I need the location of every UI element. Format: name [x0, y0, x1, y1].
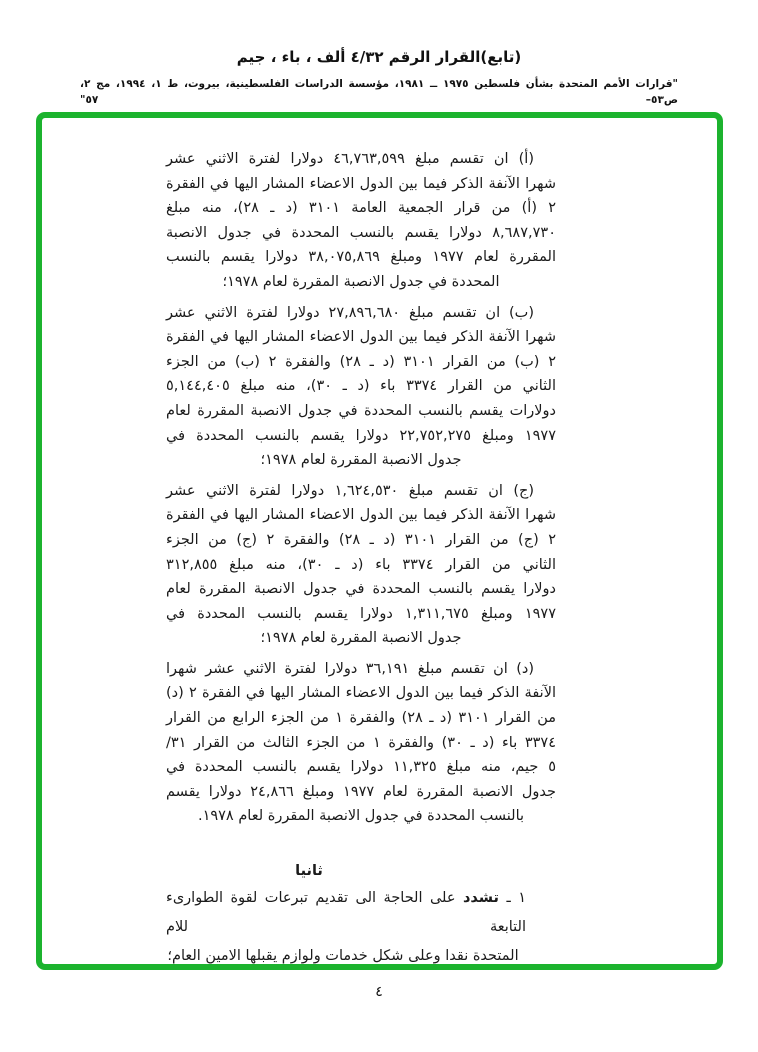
text-line: ١٩٧٧ ومبلغ ١,٣١١,٦٧٥ دولارا يقسم بالنسب المحددة في	[166, 605, 556, 622]
text-line: جدول الانصبة المقررة لعام ١٩٧٧ ومبلغ ٢٤,٨٦٦ دولارا يقسم	[166, 783, 556, 800]
page-number: ٤	[375, 984, 383, 1000]
item-text: على الحاجة الى تقديم تبرعات لقوة الطوارىء التابعة للام	[166, 889, 526, 936]
source-citation: "قرارات الأمم المتحدة بشأن فلسطين ١٩٧٥ ــ ١٩٨١، مؤسسة الدراسات الفلسطينية، بيروت، ط ١، ١٩٩٤، مج ٢، ص٥٣– ٥٧"	[80, 78, 678, 106]
text-line: دولارا يقسم بالنسب المحددة في جدول الانصبة المقررة لعام	[166, 581, 556, 598]
paragraph-a	[166, 147, 556, 295]
text-line: من القرار ٣١٠١ (د ـ ٢٨) والفقرة ١ من الجزء الرابع من القرار	[166, 710, 556, 727]
text-line	[166, 884, 556, 943]
resolution-title: (تابع)القرار الرقم ٤/٣٢ ألف ، باء ، جيم	[236, 48, 522, 66]
text-line: ٢ (أ) من قرار الجمعية العامة ٣١٠١ (د ـ ٢٨)، منه مبلغ	[166, 200, 556, 217]
text-line: ١٩٧٧ ومبلغ ٢٢,٧٥٢,٢٧٥ دولارا يقسم بالنسب المحددة في	[166, 427, 556, 444]
text-line: المقررة لعام ١٩٧٧ ومبلغ ٣٨,٠٧٥,٨٦٩ دولارا يقسم بالنسب	[166, 249, 556, 266]
text-line: ٥ جيم، منه مبلغ ١١,٣٢٥ دولارا يقسم بالنسب المحددة في	[166, 759, 556, 776]
text-line: المتحدة نقدا وعلى شكل خدمات ولوازم يقبلها الامين العام؛	[167, 948, 519, 965]
text-line: جدول الانصبة المقررة لعام ١٩٧٨؛	[260, 630, 462, 647]
text-line: المحددة في جدول الانصبة المقررة لعام ١٩٧٨؛	[222, 273, 500, 290]
text-line: ٨,٦٨٧,٧٣٠ دولارا يقسم بالنسب المحددة في جدول الانصبة	[166, 224, 556, 241]
text-line: بالنسب المحددة في جدول الانصبة المقررة لعام ١٩٧٨.	[197, 808, 525, 825]
text-line: الثاني من القرار ٣٣٧٤ باء (د ـ ٣٠)، منه مبلغ ٥,١٤٤,٤٠٥	[166, 378, 556, 395]
text-line: الثاني من القرار ٣٣٧٤ باء (د ـ ٣٠)، منه مبلغ ٣١٢,٨٥٥	[166, 556, 556, 573]
paragraph-b	[166, 301, 556, 473]
text-line: (د) ان تقسم مبلغ ٣٦,١٩١ دولارا لفترة الاثني عشر شهرا	[166, 660, 534, 677]
text-line: ٣٣٧٤ باء (د ـ ٣٠) والفقرة ١ من الجزء الثالث من القرار ٣١/	[166, 734, 556, 751]
text-line: شهرا الآنفة الذكر فيما بين الدول الاعضاء المشار اليها في الفقرة	[166, 329, 556, 346]
text-line: دولارات يقسم بالنسب المحددة في جدول الانصبة المقررة لعام	[166, 402, 556, 419]
text-line: شهرا الآنفة الذكر فيما بين الدول الاعضاء المشار اليها في الفقرة	[166, 507, 556, 524]
text-line: الآنفة الذكر فيما بين الدول الاعضاء المشار اليها في الفقرة ٢ (د)	[166, 685, 556, 702]
text-line: ٢ (ب) من القرار ٣١٠١ (د ـ ٢٨) والفقرة ٢ (ب) من الجزء	[166, 353, 556, 370]
paragraph-d	[166, 657, 556, 829]
text-line: (أ) ان تقسم مبلغ ٤٦,٧٦٣,٥٩٩ دولارا لفترة الاثني عشر	[166, 151, 534, 167]
paragraph-j	[166, 479, 556, 651]
body-text-column	[166, 147, 556, 972]
text-line: (ب) ان تقسم مبلغ ٢٧,٨٩٦,٦٨٠ دولارا لفترة الاثني عشر	[166, 304, 534, 321]
item-number: ١ ـ	[499, 889, 526, 906]
text-line: جدول الانصبة المقررة لعام ١٩٧٨؛	[260, 452, 462, 469]
highlight-border-box	[36, 112, 723, 970]
text-line: ٢ (ج) من القرار ٣١٠١ (د ـ ٢٨) والفقرة ٢ (ج) من الجزء	[166, 531, 556, 548]
section-heading: ثانيا	[295, 863, 323, 880]
text-line: شهرا الآنفة الذكر فيما بين الدول الاعضاء المشار اليها في الفقرة	[166, 175, 556, 192]
text-line: (ج) ان تقسم مبلغ ١,٦٢٤,٥٣٠ دولارا لفترة الاثني عشر	[166, 482, 534, 499]
emphasized-word: تشدد	[462, 889, 500, 906]
